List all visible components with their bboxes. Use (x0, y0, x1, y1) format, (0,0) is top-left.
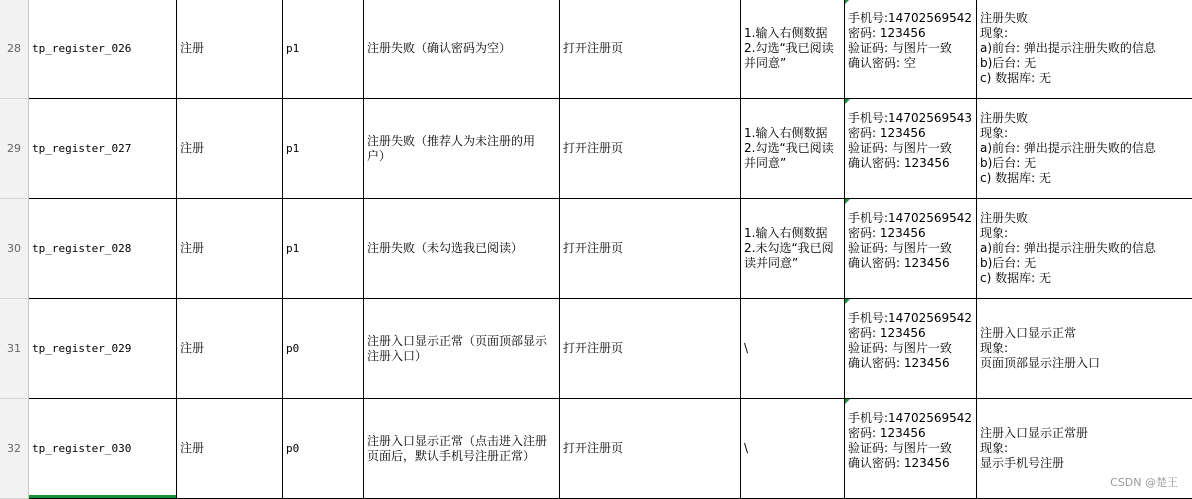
row-header[interactable]: 32 (0, 399, 29, 499)
table-row[interactable] (0, 299, 1192, 399)
row-header[interactable]: 30 (0, 199, 29, 299)
comment-marker-icon (845, 99, 850, 104)
table-row[interactable] (0, 0, 1192, 99)
title-cell[interactable]: 注册入口显示正常（页面顶部显示 注册入口） (364, 299, 560, 399)
priority-cell[interactable]: p1 (283, 199, 364, 299)
comment-marker-icon (845, 399, 850, 404)
steps-cell[interactable]: \ (741, 299, 845, 399)
title-cell[interactable]: 注册失败（确认密码为空） (364, 0, 560, 99)
table-row[interactable] (0, 199, 1192, 299)
case-id-cell[interactable]: tp_register_028 (29, 199, 177, 299)
expected-result-cell[interactable]: 注册失败 现象: a)前台: 弹出提示注册失败的信息 b)后台: 无 c) 数据库: 无 (977, 0, 1192, 99)
case-id-cell[interactable]: tp_register_029 (29, 299, 177, 399)
expected-result-cell[interactable]: 注册失败 现象: a)前台: 弹出提示注册失败的信息 b)后台: 无 c) 数据库: 无 (977, 99, 1192, 199)
test-data-cell[interactable]: 手机号:14702569542 密码: 123456 验证码: 与图片一致 确认密码: 123456 (845, 399, 977, 499)
comment-marker-icon (845, 0, 850, 4)
module-cell[interactable]: 注册 (177, 99, 283, 199)
precondition-cell[interactable]: 打开注册页 (560, 0, 741, 99)
steps-cell[interactable]: \ (741, 399, 845, 499)
case-id-cell[interactable]: tp_register_027 (29, 99, 177, 199)
precondition-cell[interactable]: 打开注册页 (560, 299, 741, 399)
priority-cell[interactable]: p1 (283, 0, 364, 99)
case-id-cell[interactable]: tp_register_026 (29, 0, 177, 99)
comment-marker-icon (845, 199, 850, 204)
title-cell[interactable]: 注册入口显示正常（点击进入注册 页面后，默认手机号注册正常） (364, 399, 560, 499)
priority-cell[interactable]: p1 (283, 99, 364, 199)
test-data-cell[interactable]: 手机号:14702569542 密码: 123456 验证码: 与图片一致 确认密码: 123456 (845, 199, 977, 299)
table-row[interactable] (0, 399, 1192, 499)
priority-cell[interactable]: p0 (283, 299, 364, 399)
table-row[interactable] (0, 99, 1192, 199)
precondition-cell[interactable]: 打开注册页 (560, 99, 741, 199)
row-header[interactable]: 31 (0, 299, 29, 399)
title-cell[interactable]: 注册失败（推荐人为未注册的用 户） (364, 99, 560, 199)
comment-marker-icon (845, 299, 850, 304)
title-cell[interactable]: 注册失败（未勾选我已阅读） (364, 199, 560, 299)
steps-cell[interactable]: 1.输入右侧数据 2.勾选“我已阅读 并同意” (741, 99, 845, 199)
case-id-cell[interactable]: tp_register_030 (29, 399, 177, 499)
module-cell[interactable]: 注册 (177, 199, 283, 299)
watermark: CSDN @楚王 (1110, 476, 1178, 489)
module-cell[interactable]: 注册 (177, 399, 283, 499)
expected-result-cell[interactable]: 注册失败 现象: a)前台: 弹出提示注册失败的信息 b)后台: 无 c) 数据库: 无 (977, 199, 1192, 299)
test-data-cell[interactable]: 手机号:14702569542 密码: 123456 验证码: 与图片一致 确认密码: 123456 (845, 299, 977, 399)
module-cell[interactable]: 注册 (177, 299, 283, 399)
expected-result-cell[interactable]: 注册入口显示正常 现象: 页面顶部显示注册入口 (977, 299, 1192, 399)
priority-cell[interactable]: p0 (283, 399, 364, 499)
test-data-cell[interactable]: 手机号:14702569543 密码: 123456 验证码: 与图片一致 确认密码: 123456 (845, 99, 977, 199)
cell-selection-indicator (29, 495, 176, 498)
steps-cell[interactable]: 1.输入右侧数据 2.勾选“我已阅读 并同意” (741, 0, 845, 99)
row-header[interactable]: 29 (0, 99, 29, 199)
test-data-cell[interactable]: 手机号:14702569542 密码: 123456 验证码: 与图片一致 确认密码: 空 (845, 0, 977, 99)
row-header[interactable]: 28 (0, 0, 29, 99)
precondition-cell[interactable]: 打开注册页 (560, 199, 741, 299)
module-cell[interactable]: 注册 (177, 0, 283, 99)
expected-result-cell[interactable]: 注册入口显示正常册 现象: 显示手机号注册 (977, 399, 1192, 499)
precondition-cell[interactable]: 打开注册页 (560, 399, 741, 499)
steps-cell[interactable]: 1.输入右侧数据 2.未勾选“我已阅 读并同意” (741, 199, 845, 299)
